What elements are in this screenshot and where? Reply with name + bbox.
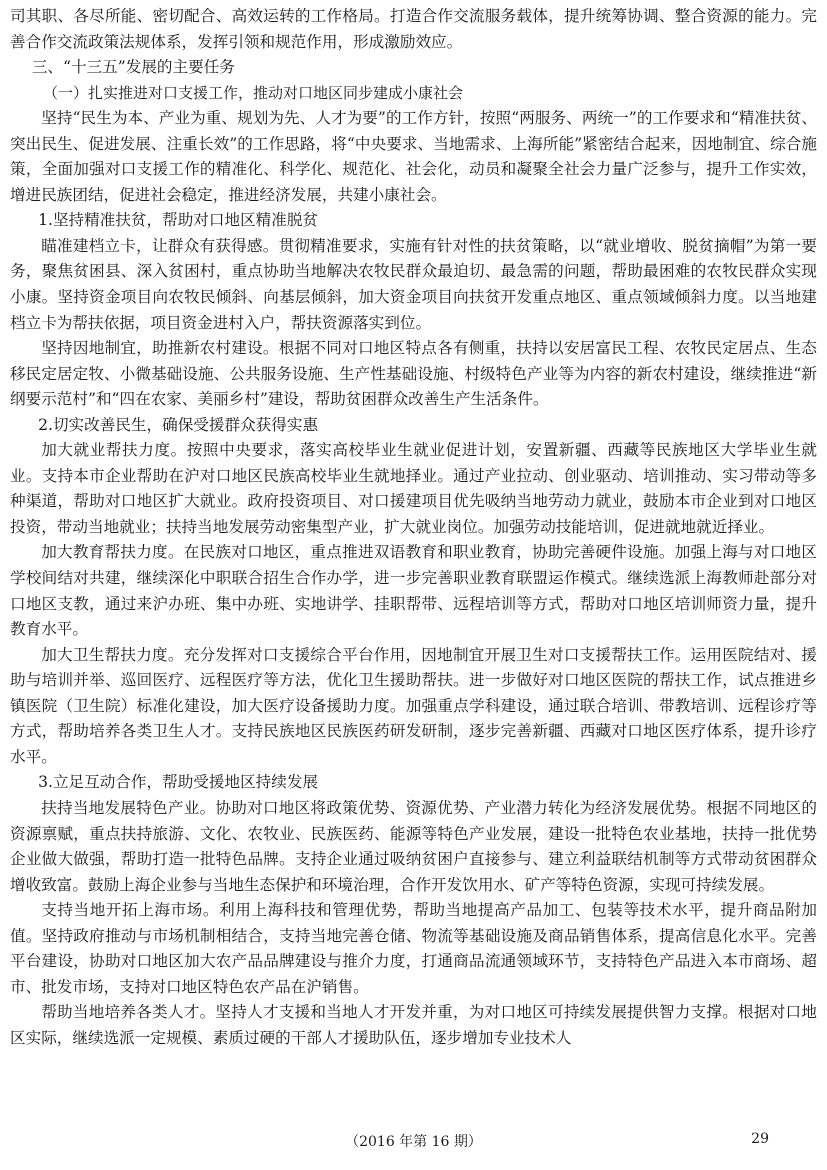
paragraph: 坚持因地制宜，助推新农村建设。根据不同对口地区特点各有侧重，扶持以安居富民工程、农牧民定居点、生态移民定居定牧、小微基础设施、公共服务设施、生产性基础设施、村级特色产业等为内容的新农村建设，继续推进“新纲要示范村”和“四在农家、美丽乡村”建设，帮助贫困群众改善生产生活条件。	[10, 339, 817, 409]
section-heading: 2.切实改善民生，确保受援群众获得实惠	[38, 415, 319, 434]
paragraph: 瞄准建档立卡，让群众有获得感。贯彻精准要求，实施有针对性的扶贫策略，以“就业增收、脱贫摘帽”为第一要务，聚焦贫困县、深入贫困村，重点协助当地解决农牧民群众最迫切、最急需的问题，帮助最困难的农牧民群众实现小康。坚持资金项目向农牧民倾斜、向基层倾斜，加大资金项目向扶贫开发重点地区、重点领域倾斜力度。以当地建档立卡为帮扶依据，项目资金进村入户，帮扶资源落实到位。	[10, 236, 817, 332]
paragraph: 帮助当地培养各类人才。坚持人才支援和当地人才开发并重，为对口地区可持续发展提供智力支撑。根据对口地区实际，继续选派一定规模、素质过硬的干部人才援助队伍，逐步增加专业技术人	[10, 1003, 817, 1047]
paragraph: 加大教育帮扶力度。在民族对口地区，重点推进双语教育和职业教育，协助完善硬件设施。加强上海与对口地区学校间结对共建，继续深化中职联合招生合作办学，进一步完善职业教育联盟运作模式。继续选派上海教师赴部分对口地区支教，通过来沪办班、集中办班、实地讲学、挂职帮带、远程培训等方式，帮助对口地区培训师资力量，提升教育水平。	[10, 543, 817, 639]
paragraph: 扶持当地发展特色产业。协助对口地区将政策优势、资源优势、产业潜力转化为经济发展优势。根据不同地区的资源禀赋，重点扶持旅游、文化、农牧业、民族医药、能源等特色产业发展，建设一批特色农业基地，扶持一批优势企业做大做强，帮助打造一批特色品牌。支持企业通过吸纳贫困户直接参与、建立利益联结机制等方式带动贫困群众增收致富。鼓励上海企业参与当地生态保护和环境治理，合作开发饮用水、矿产等特色资源，实现可持续发展。	[10, 798, 817, 894]
page-footer	[0, 1131, 827, 1151]
section-heading: 3.立足互动合作，帮助受援地区持续发展	[38, 773, 319, 792]
section-heading: 三、“十三五”发展的主要任务	[31, 58, 235, 77]
issue-label: （2016 年第 16 期）	[345, 1134, 482, 1150]
paragraph: 加大卫生帮扶力度。充分发挥对口支援综合平台作用，因地制宜开展卫生对口支援帮扶工作。运用医院结对、援助与培训并举、巡回医疗、远程医疗等方法，优化卫生援助帮扶。进一步做好对口地区医院的帮扶工作，试点推进乡镇医院（卫生院）标准化建设，加大医疗设备援助力度。加强重点学科建设，通过联合培训、带教培训、远程诊疗等方式，帮助培养各类卫生人才。支持民族地区民族医药研发研制，逐步完善新疆、西藏对口地区医疗体系，提升诊疗水平。	[10, 645, 817, 766]
paragraph: 坚持“民生为本、产业为重、规划为先、人才为要”的工作方针，按照“两服务、两统一”的工作要求和“精准扶贫、突出民生、促进发展、注重长效”的工作思路，将“中央要求、当地需求、上海所能”紧密结合起来，因地制宜、综合施策，全面加强对口支援工作的精准化、科学化、规范化、社会化，动员和凝聚全社会力量广泛参与，提升工作实效，增进民族团结，促进社会稳定，推进经济发展，共建小康社会。	[10, 109, 817, 204]
section-heading: （一）扎实推进对口支援工作，推动对口地区同步建成小康社会	[43, 83, 464, 102]
article-body	[10, 4, 817, 1051]
section-heading: 1.坚持精准扶贫，帮助对口地区精准脱贫	[38, 211, 319, 230]
paragraph: 司其职、各尽所能、密切配合、高效运转的工作格局。打造合作交流服务载体，提升统筹协调、整合资源的能力。完善合作交流政策法规体系，发挥引领和规范作用，形成激励效应。	[10, 7, 817, 51]
paragraph: 加大就业帮扶力度。按照中央要求，落实高校毕业生就业促进计划，安置新疆、西藏等民族地区大学毕业生就业。支持本市企业帮助在沪对口地区民族高校毕业生就地择业。通过产业拉动、创业驱动、培训推动、实习带动等多种渠道，帮助对口地区扩大就业。政府投资项目、对口援建项目优先吸纳当地劳动力就业，鼓励本市企业到对口地区投资，带动当地就业；扶持当地发展劳动密集型产业，扩大就业岗位。加强劳动技能培训，促进就地就近择业。	[10, 441, 817, 536]
paragraph: 支持当地开拓上海市场。利用上海科技和管理优势，帮助当地提高产品加工、包装等技术水平，提升商品附加值。坚持政府推动与市场机制相结合，支持当地完善仓储、物流等基础设施及商品销售体系，提高信息化水平。完善平台建设，协助对口地区加大农产品品牌建设与推介力度，打通商品流通领域环节，支持特色产品进入本市商场、超市、批发市场，支持对口地区特色农产品在沪销售。	[10, 901, 817, 996]
page-number: 29	[751, 1131, 769, 1147]
